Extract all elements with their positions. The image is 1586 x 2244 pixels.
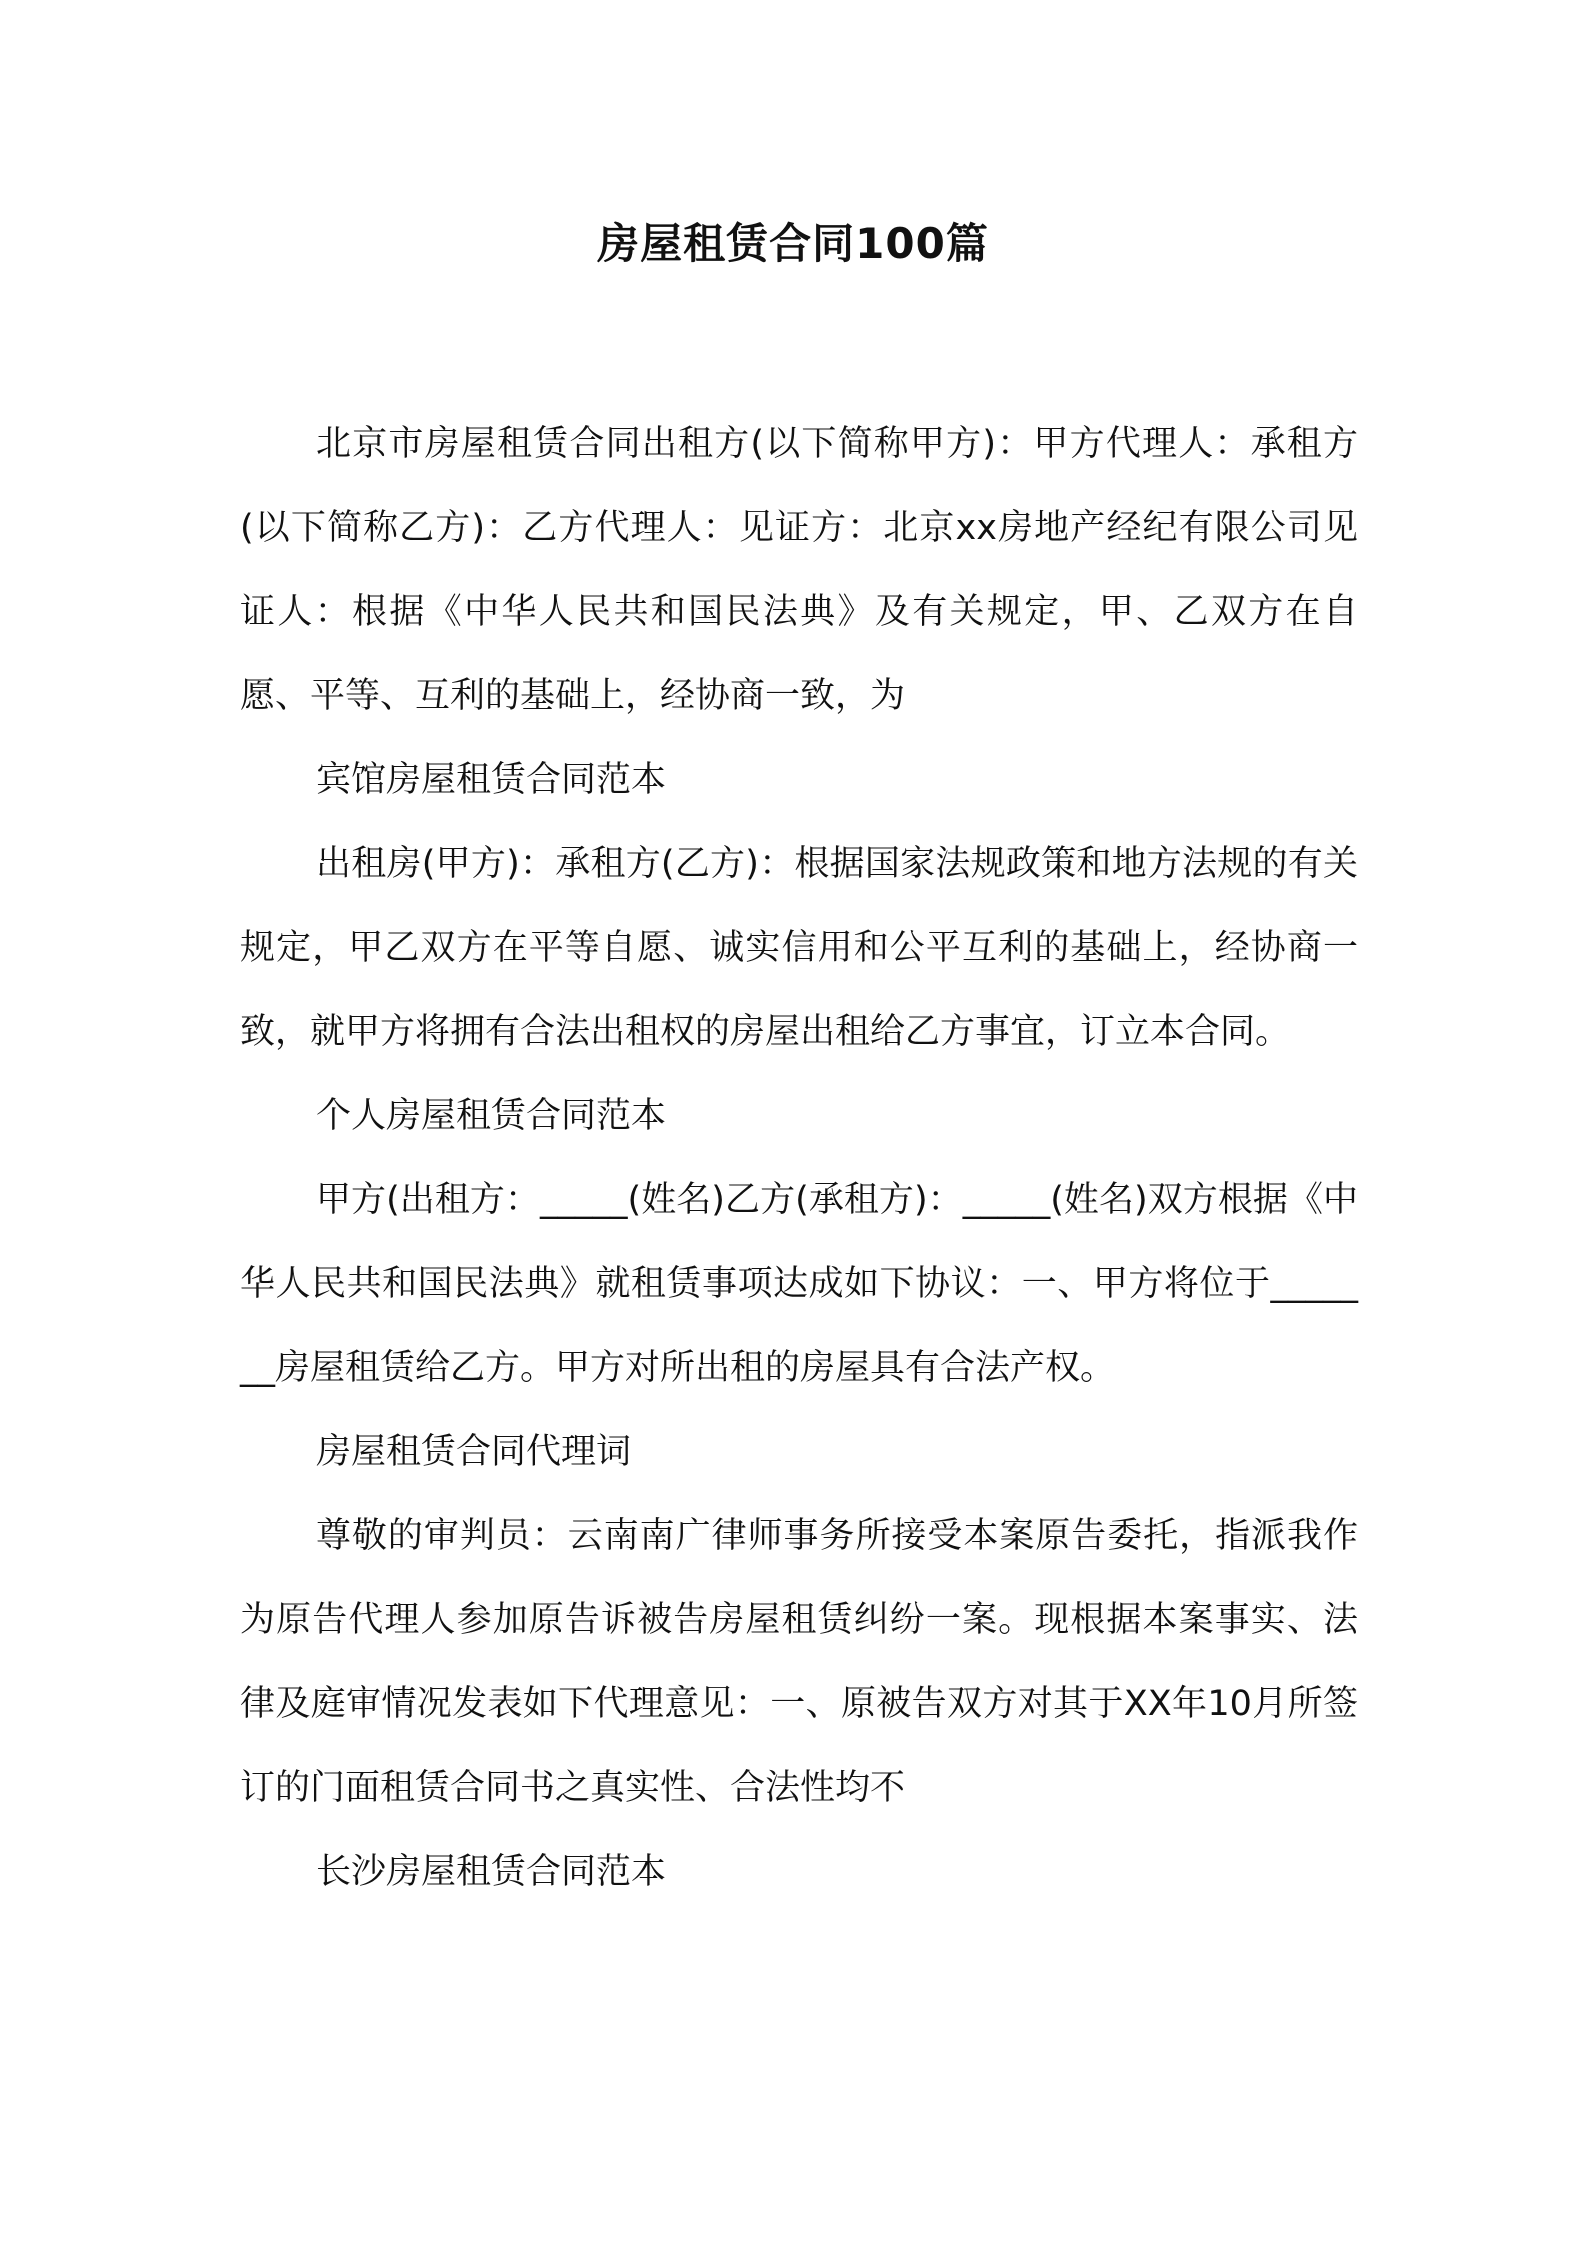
document-title: 房屋租赁合同100篇 [597, 219, 989, 268]
section-heading-agency-statement: 房屋租赁合同代理词 [316, 1432, 632, 1472]
section-heading-personal-contract: 个人房屋租赁合同范本 [316, 1096, 667, 1136]
document-body [240, 402, 1358, 1914]
paragraph-beijing-contract: 北京市房屋租赁合同出租方(以下简称甲方)：甲方代理人：承租方(以下简称乙方)：乙方代理人：见证方：北京xx房地产经纪有限公司见证人：根据《中华人民共和国民法典》及有关规定，甲、乙双方在自愿、平等、互利的基础上，经协商一致，为 [240, 424, 1358, 716]
section-heading-changsha-contract: 长沙房屋租赁合同范本 [316, 1852, 667, 1892]
paragraph-hotel-contract: 出租房(甲方)：承租方(乙方)：根据国家法规政策和地方法规的有关规定，甲乙双方在平等自愿、诚实信用和公平互利的基础上，经协商一致，就甲方将拥有合法出租权的房屋出租给乙方事宜，订立本合同。 [240, 844, 1358, 1052]
paragraph-personal-contract: 甲方(出租方：_____(姓名)乙方(承租方)：_____(姓名)双方根据《中华人民共和国民法典》就租赁事项达成如下协议：一、甲方将位于_______房屋租赁给乙方。甲方对所出租的房屋具有合法产权。 [240, 1180, 1358, 1388]
section-heading-hotel-contract: 宾馆房屋租赁合同范本 [316, 760, 667, 800]
paragraph-agency-statement: 尊敬的审判员：云南南广律师事务所接受本案原告委托，指派我作为原告代理人参加原告诉被告房屋租赁纠纷一案。现根据本案事实、法律及庭审情况发表如下代理意见：一、原被告双方对其于XX年10月所签订的门面租赁合同书之真实性、合法性均不 [240, 1516, 1358, 1808]
